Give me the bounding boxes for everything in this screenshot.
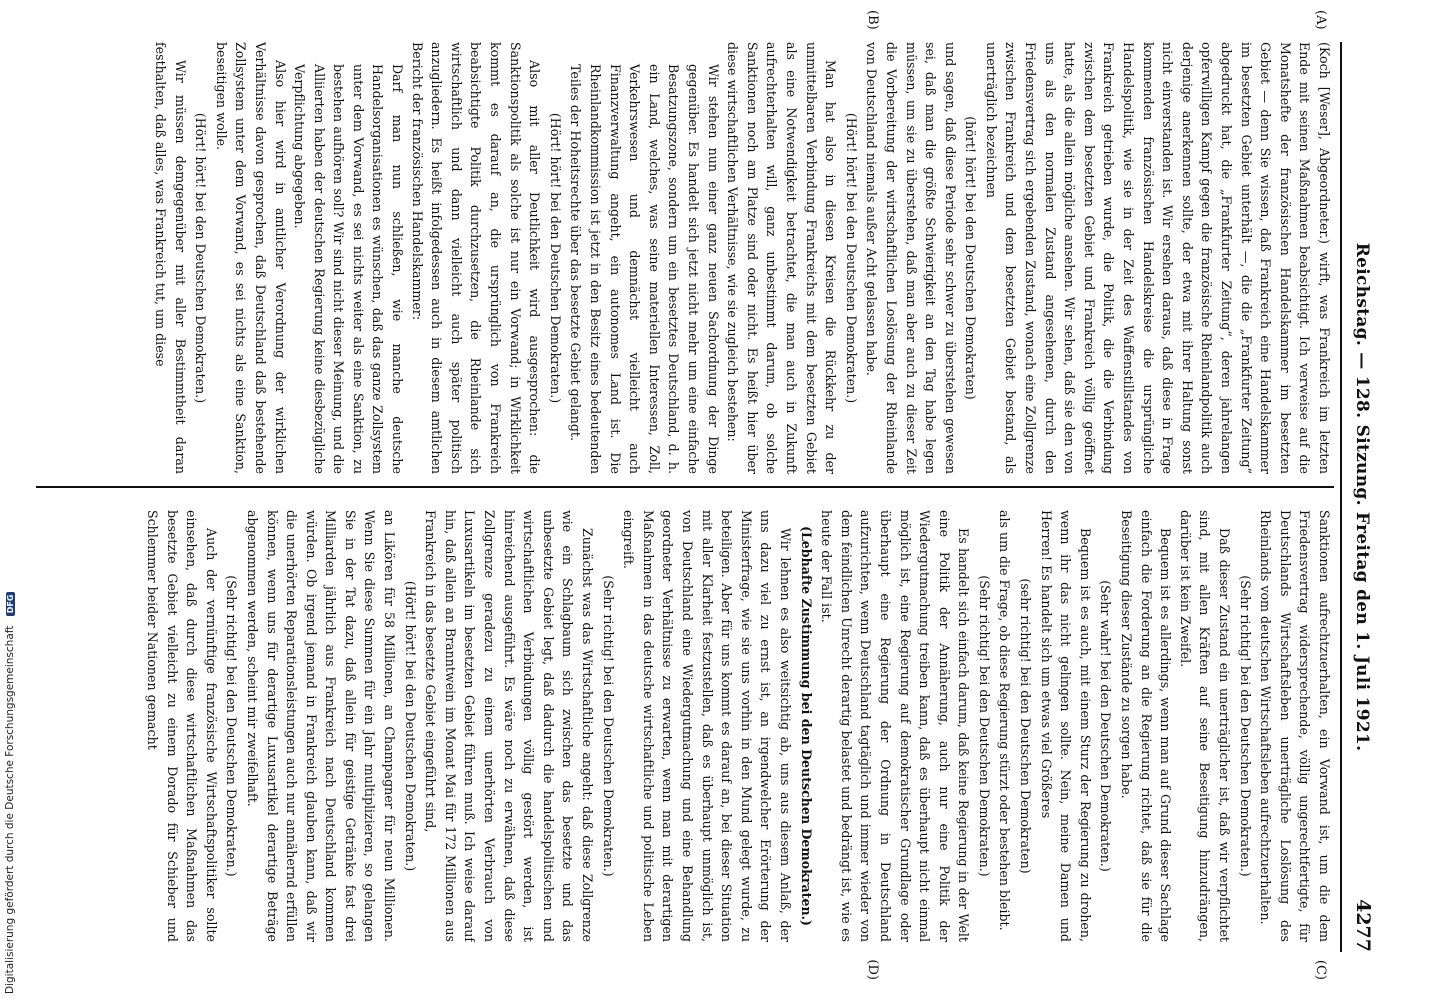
paragraph: Wir müssen demgegenüber mit aller Bestimmtheit daran festhalten, daß alles, was Frankreich tut, um diese [152,42,188,474]
paragraph: Es handelt sich einfach darum, daß keine Regierung in der Welt eine Politik der Annäherung, auch nur eine Politik der Wiedergutmachung treiben kann, daß es überhaupt nicht einmal möglich ist, eine Regierung auf demokratischer Grundlage oder überhaupt eine Regierung der Ordnung in Deutschland aufzurichten, wenn Deutschland tagtäglich und immer wieder von dem feindlichen Unrecht derartig belastet und bedrängt ist, wie es heute der Fall ist. [819,510,972,942]
paragraph: und sagen, daß diese Periode sehr schwer zu überstehen gewesen sei, daß man die größte Schwierigkeit an den Tag habe legen müssen, um sie zu überstehen, daß man aber auch zu dieser Zeit die Vorbereitung der wirtschaftlichen Loslösung der Rheinlande von Deutschland niemals außer Acht gelassen habe. [864,42,958,474]
interjection: (Sehr wahr! bei den Deutschen Demokraten.) [1098,580,1114,872]
column-divider [36,486,1334,488]
paragraph: Bequem ist es auch, mit einem Sturz der Regierung zu drohen, wenn ihr das nicht gelingen sollte. Nein, meine Damen und Herren! Es handelt sich um etwas viel Größeres [1038,510,1093,942]
paragraph: Bequem ist es allerdings, wenn man auf Grund dieser Sachlage einfach die Forderung an die Regierung richtet, daß sie für die Beseitigung dieser Zustände zu sorgen habe. [1119,510,1174,942]
page-number: 4277 [1352,899,1374,952]
paragraph: Man hat also in diesen Kreisen die Rückkehr zu der unmittelbaren Verbindung Frankreichs mit dem besetzten Gebiet als eine Notwendigkeit betrachtet, die man auch in Zukunft aufrechterhalten will, ganz unbestimmt darum, ob solche Sanktionen noch am Platze sind oder nicht. Es heißt hier über diese wirtschaftlichen Verhältnisse, wie sie zugleich bestehen: [725,42,839,474]
header-title: Reichstag. — 128. Sitzung. Freitag den 1. Juli 1921. [1352,242,1372,752]
right-column [36,510,1334,942]
quotation: Wir stehen nun einer ganz neuen Sachordnung der Dinge gegenüber. Es handelt sich jetzt nicht mehr um eine einfache Besatzungszone, sondern um ein besetztes Deutschland, d. h. ein Land, welches, was seine materiellen Interessen, Zoll, Verkehrswesen und demnächst vielleicht auch Finanzverwaltung angeht, ein autonomes Land ist. Die Rheinlandkommission ist jetzt in den Besitz eines bedeutenden Teiles der Hoheitsrechte über das besetzte Gebiet gelangt. [568,64,721,474]
margin-marker-c: (C) [1313,959,1328,980]
header-rule [1340,42,1342,952]
paragraph: Wir lehnen es also weitsichtig ab, uns aus diesem Anlaß, der uns dazu viel zu ernst ist, an irgendwelcher Erörterung der Ministerfrage, wie sie uns vorhin in den Mund gelegt wurde, zu beteiligen. Aber für uns kommt es darauf an, bei dieser Situation mit aller Klarheit festzustellen, daß es überhaupt unmöglich ist, von Deutschland eine Wiedergutmachung und eine Behandlung geordneter Verhältnisse zu erwarten, wenn man mit derartigen Maßnahmen in das deutsche wirtschaftliche und politische Leben eingreift. [621,510,793,942]
page-header [1346,42,1376,952]
paragraph: Auch der vernünftige französische Wirtschaftspolitiker sollte einsehen, daß durch diese wirtschaftlichen Maßnahmen das besetzte Gebiet vielleicht zu einem Dorado für Schieber und Schlemmer beider Nationen gemacht [144,510,219,942]
interjection: (Sehr richtig! bei den Deutschen Demokraten.) [224,575,240,877]
footer-credit [4,592,16,994]
paragraph: Also mit aller Deutlichkeit wird ausgesprochen: die Sanktionspolitik als solche ist nur ein Vorwand; in Wirklichkeit kommt es darauf an, die ursprünglich von Frankreich beabsichtigte Politik durchzusetzen, die Rheinlande sich wirtschaftlich und dann vielleicht auch später politisch anzugliedern. Es heißt infolgedessen auch in diesem amtlichen Bericht der französischen Handelskammer: [409,42,543,474]
interjection: (Hört! hört! bei den Deutschen Demokraten.) [193,112,209,404]
left-column [36,42,1334,474]
dfg-logo: DFG [6,592,15,617]
interjection: (Sehr richtig! bei den Deutschen Demokraten.) [976,575,992,877]
paragraph: Daß dieser Zustand ein unerträglicher ist, daß wir verpflichtet sind, mit allen Kräften auf seine Beseitigung hinzudrängen, darüber ist kein Zweifel. [1177,510,1233,942]
paragraph: Sanktionen aufrechtzuerhalten, ein Vorwand ist, um die dem Friedensvertrag widersprechende, völlig ungerechtfertigte, für Deutschlands Wirtschaftsleben unerträgliche Loslösung des Rheinlands vom deutschen Wirtschaftsleben aufrechtzuerhalten. [1258,510,1332,942]
interjection: (Hört! hört! bei den Deutschen Demokraten.) [402,580,418,872]
interjection: (Lebhafte Zustimmung bei den Deutschen Demokraten.) [798,525,814,926]
interjection: (Hört! hört! bei den Deutschen Demokraten.) [547,112,563,404]
document-page [0,2,1398,982]
margin-marker-d: (D) [865,959,880,980]
footer-text: Digitalisierung gefördert durch die Deutsche Forschungsgemeinschaft [4,625,16,994]
paragraph: als um die Frage, ob diese Regierung stürzt oder bestehen bleibt. [997,510,1013,931]
interjection: (hört! hört! bei den Deutschen Demokraten) [963,116,979,400]
paragraph: an Likören für 58 Millionen, an Champagner für neun Millionen. Wenn Sie diese Summen für ein Jahr multiplizieren, so gelangen Sie in der Tat dazu, daß allein für geistige Getränke fast drei Milliarden jährlich aus Frankreich nach Deutschland kommen würden. Ob irgend jemand in Frankreich glauben kann, daß wir die unerhörten Reparationsleistungen auch nur annähernd erfüllen können, wenn uns für derartige Luxusartikel derartige Beträge abgenommen werden, scheint mir zweifelhaft. [244,510,398,942]
digitization-footer [2,14,18,994]
paragraph: Zunächst was das Wirtschaftliche angeht: daß diese Zollgrenze wie ein Schlagbaum sich zwischen das besetzte und das unbesetzte Gebiet legt, daß dadurch die handelspolitischen und wirtschaftlichen Verbindungen völlig gestört werden, ist hinreichend ausgeführt. Es wäre noch zu erwähnen, daß diese Zollgrenze geradezu zu einem unerhörten Verbrauch von Luxusartikeln im besetzten Gebiet führen muß. Ich weise darauf hin, daß allein an Branntwein im Monat Mai für 172 Millionen aus Frankreich in das besetzte Gebiet eingeführt sind, [423,510,596,942]
interjection: (Sehr richtig! bei den Deutschen Demokraten.) [1237,575,1253,877]
margin-marker-b: (B) [865,10,880,30]
interjection: (Hört! hört! bei den Deutschen Demokraten.) [843,112,859,404]
paragraph: (Koch [Weser], Abgeordneter.) wirft, was Frankreich im letzten Ende mit seinen Maßnahmen beabsichtigt. Ich verweise auf die Monatshefte der französischen Handelskammer im besetzten Gebiet — denn Sie wissen, daß Frankreich eine Handelskammer im besetzten Gebiet unterhält —, die die „Frankfurter Zeitung“ abgedruckt hat, die „Frankfurter Zeitung“, deren jahrelangen opferwilligen Kampf gegen die französische Rheinlandpolitik auch derjenige anerkennen sollte, der etwa mit ihrer Haltung sonst nicht einverstanden ist. Wir ersehen daraus, daß diese in Frage kommenden französischen Handelskreise die ursprüngliche Handelspolitik, wie sie in der Zeit des Waffenstillstandes von Frankreich getrieben wurde, die Politik, die die Verbindung zwischen dem besetzten Gebiet und Frankreich völlig geöffnet hatte, als die allein mögliche ansehen. Wir sehen, daß sie den von uns als den normalen Zustand angesehenen, durch den Friedensvertrag sich ergebenden Zustand, wonach eine Zollgrenze zwischen Frankreich und dem besetzten Gebiet bestand, als unerträglich bezeichnen [983,42,1332,474]
interjection: (sehr richtig! bei den Deutschen Demokraten) [1018,578,1034,874]
paragraph: Also hier wird in amtlicher Verordnung der wirklichen Verhältnisse davon gesprochen, daß Deutschland daß bestehende Zollsystem unter dem Vorwand, es sei nichts als eine Sanktion, beseitigen wolle. [213,42,288,474]
interjection: (Sehr richtig! bei den Deutschen Demokraten.) [600,575,616,877]
quotation: Darf man nun schließen, wie manche deutsche Handelsorganisationen es wünschen, daß das ganze Zollsystem unter dem Vorwand, es sei nichts weiter als eine Sanktion, zu bestehen aufhören soll? Wir sind nicht dieser Meinung, und die Alliierten haben der deutschen Regierung keine diesbezügliche Verpflichtung abgegeben. [292,64,406,474]
margin-marker-a: (A) [1313,10,1328,30]
